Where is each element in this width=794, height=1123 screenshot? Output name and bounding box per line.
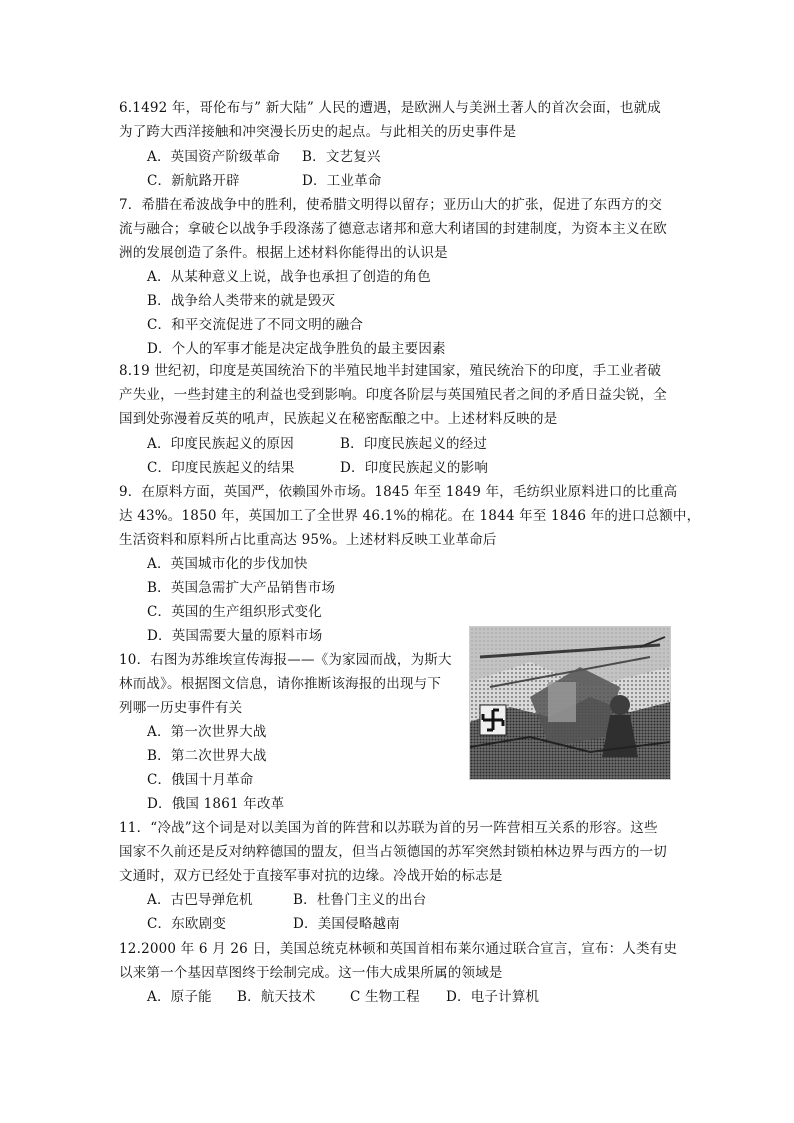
q11-stem-line-1: 11．“冷战”这个词是对以美国为首的阵营和以苏联为首的另一阵营相互关系的形容。这些 bbox=[119, 820, 658, 836]
q8-stem-line-3: 国到处弥漫着反英的吼声，民族起义在秘密酝酿之中。上述材料反映的是 bbox=[119, 411, 558, 427]
q10-option-a: A．第一次世界大战 bbox=[147, 724, 267, 740]
q10-stem-line-2: 林而战》。根据图文信息，请你推断该海报的出现与下 bbox=[119, 676, 442, 692]
q9-option-a: A．英国城市化的步伐加快 bbox=[147, 556, 308, 572]
q8-stem-line-2: 产失业，一些封建主的利益也受到影响。印度各阶层与英国殖民者之间的矛盾日益尖锐，全 bbox=[119, 387, 667, 403]
q10-stem-line-1: 10．右图为苏维埃宣传海报——《为家园而战，为斯大 bbox=[119, 652, 452, 668]
poster-illustration bbox=[470, 627, 670, 779]
q9-stem-line-1: 9．在原料方面，英国严，依赖国外市场。1845 年至 1849 年，毛纺织业原料进口的比重高 bbox=[119, 484, 678, 500]
q10-option-c: C．俄国十月革命 bbox=[147, 772, 254, 788]
q9-option-b: B．英国急需扩大产品销售市场 bbox=[147, 580, 336, 596]
q8-option-a: A．印度民族起义的原因 bbox=[147, 436, 294, 452]
q8-stem-line-1: 8.19 世纪初，印度是英国统治下的半殖民地半封建国家，殖民统治下的印度，手工业者破 bbox=[119, 363, 662, 379]
q8-option-b: B．印度民族起义的经过 bbox=[340, 436, 488, 452]
q7-stem-line-3: 洲的发展创造了条件。根据上述材料你能得出的认识是 bbox=[119, 245, 448, 261]
q10-option-b: B．第二次世界大战 bbox=[147, 748, 267, 764]
q6-option-b: B．文艺复兴 bbox=[302, 149, 381, 165]
q7-stem-line-2: 流与融合；拿破仑以战争手段涤荡了德意志诸邦和意大利诸国的封建制度，为资本主义在欧 bbox=[119, 221, 667, 237]
soviet-poster-image bbox=[469, 626, 671, 780]
q7-option-b: B．战争给人类带来的就是毁灭 bbox=[147, 293, 336, 309]
q11-option-c: C．东欧剧变 bbox=[147, 916, 227, 932]
q12-option-a: A．原子能 bbox=[147, 989, 212, 1005]
q7-option-a: A．从某种意义上说，战争也承担了创造的角色 bbox=[147, 269, 431, 285]
q10-option-d: D．俄国 1861 年改革 bbox=[147, 796, 285, 812]
q7-option-d: D．个人的军事才能是决定战争胜负的最主要因素 bbox=[147, 341, 446, 357]
q9-option-d: D．英国需要大量的原料市场 bbox=[147, 628, 323, 644]
q8-option-c: C．印度民族起义的结果 bbox=[147, 460, 295, 476]
q12-option-d: D．电子计算机 bbox=[446, 989, 540, 1005]
q8-option-d: D．印度民族起义的影响 bbox=[340, 460, 489, 476]
q12-option-b: B．航天技术 bbox=[237, 989, 316, 1005]
q6-option-c: C．新航路开辟 bbox=[147, 173, 240, 189]
q12-stem-line-2: 以来第一个基因草图终于绘制完成。这一伟大成果所属的领域是 bbox=[119, 965, 503, 981]
q6-stem-line-1: 6.1492 年，哥伦布与” 新大陆” 人民的遭遇，是欧洲人与美洲土著人的首次会面，也就成 bbox=[119, 100, 661, 116]
q11-option-d: D．美国侵略越南 bbox=[293, 916, 400, 932]
q9-stem-line-2: 达 43%。1850 年，英国加工了全世界 46.1%的棉花。在 1844 年至 1846 年的进口总额中， bbox=[119, 508, 701, 524]
q12-stem-line-1: 12.2000 年 6 月 26 日，美国总统克林顿和英国首相布莱尔通过联合宣言，宣布：人类有史 bbox=[119, 941, 678, 957]
q9-stem-line-3: 生活资料和原料所占比重高达 95%。上述材料反映工业革命后 bbox=[119, 532, 497, 548]
q11-stem-line-2: 国家不久前还是反对纳粹德国的盟友，但当占领德国的苏军突然封锁柏林边界与西方的一切 bbox=[119, 844, 667, 860]
q6-option-a: A．英国资产阶级革命 bbox=[147, 149, 281, 165]
q9-option-c: C．英国的生产组织形式变化 bbox=[147, 604, 322, 620]
q10-stem-line-3: 列哪一历史事件有关 bbox=[119, 700, 243, 716]
q11-stem-line-3: 文通时，双方已经处于直接军事对抗的边缘。冷战开始的标志是 bbox=[119, 868, 503, 884]
q7-option-c: C．和平交流促进了不同文明的融合 bbox=[147, 317, 364, 333]
q7-stem-line-1: 7．希腊在希波战争中的胜利，使希腊文明得以留存；亚历山大的扩张，促进了东西方的交 bbox=[119, 197, 663, 213]
q6-stem-line-2: 为了跨大西洋接触和冲突漫长历史的起点。与此相关的历史事件是 bbox=[119, 124, 517, 140]
q12-option-c: C 生物工程 bbox=[350, 989, 420, 1005]
q11-option-a: A．古巴导弹危机 bbox=[147, 892, 253, 908]
q6-option-d: D．工业革命 bbox=[302, 173, 382, 189]
q11-option-b: B．杜鲁门主义的出台 bbox=[293, 892, 427, 908]
